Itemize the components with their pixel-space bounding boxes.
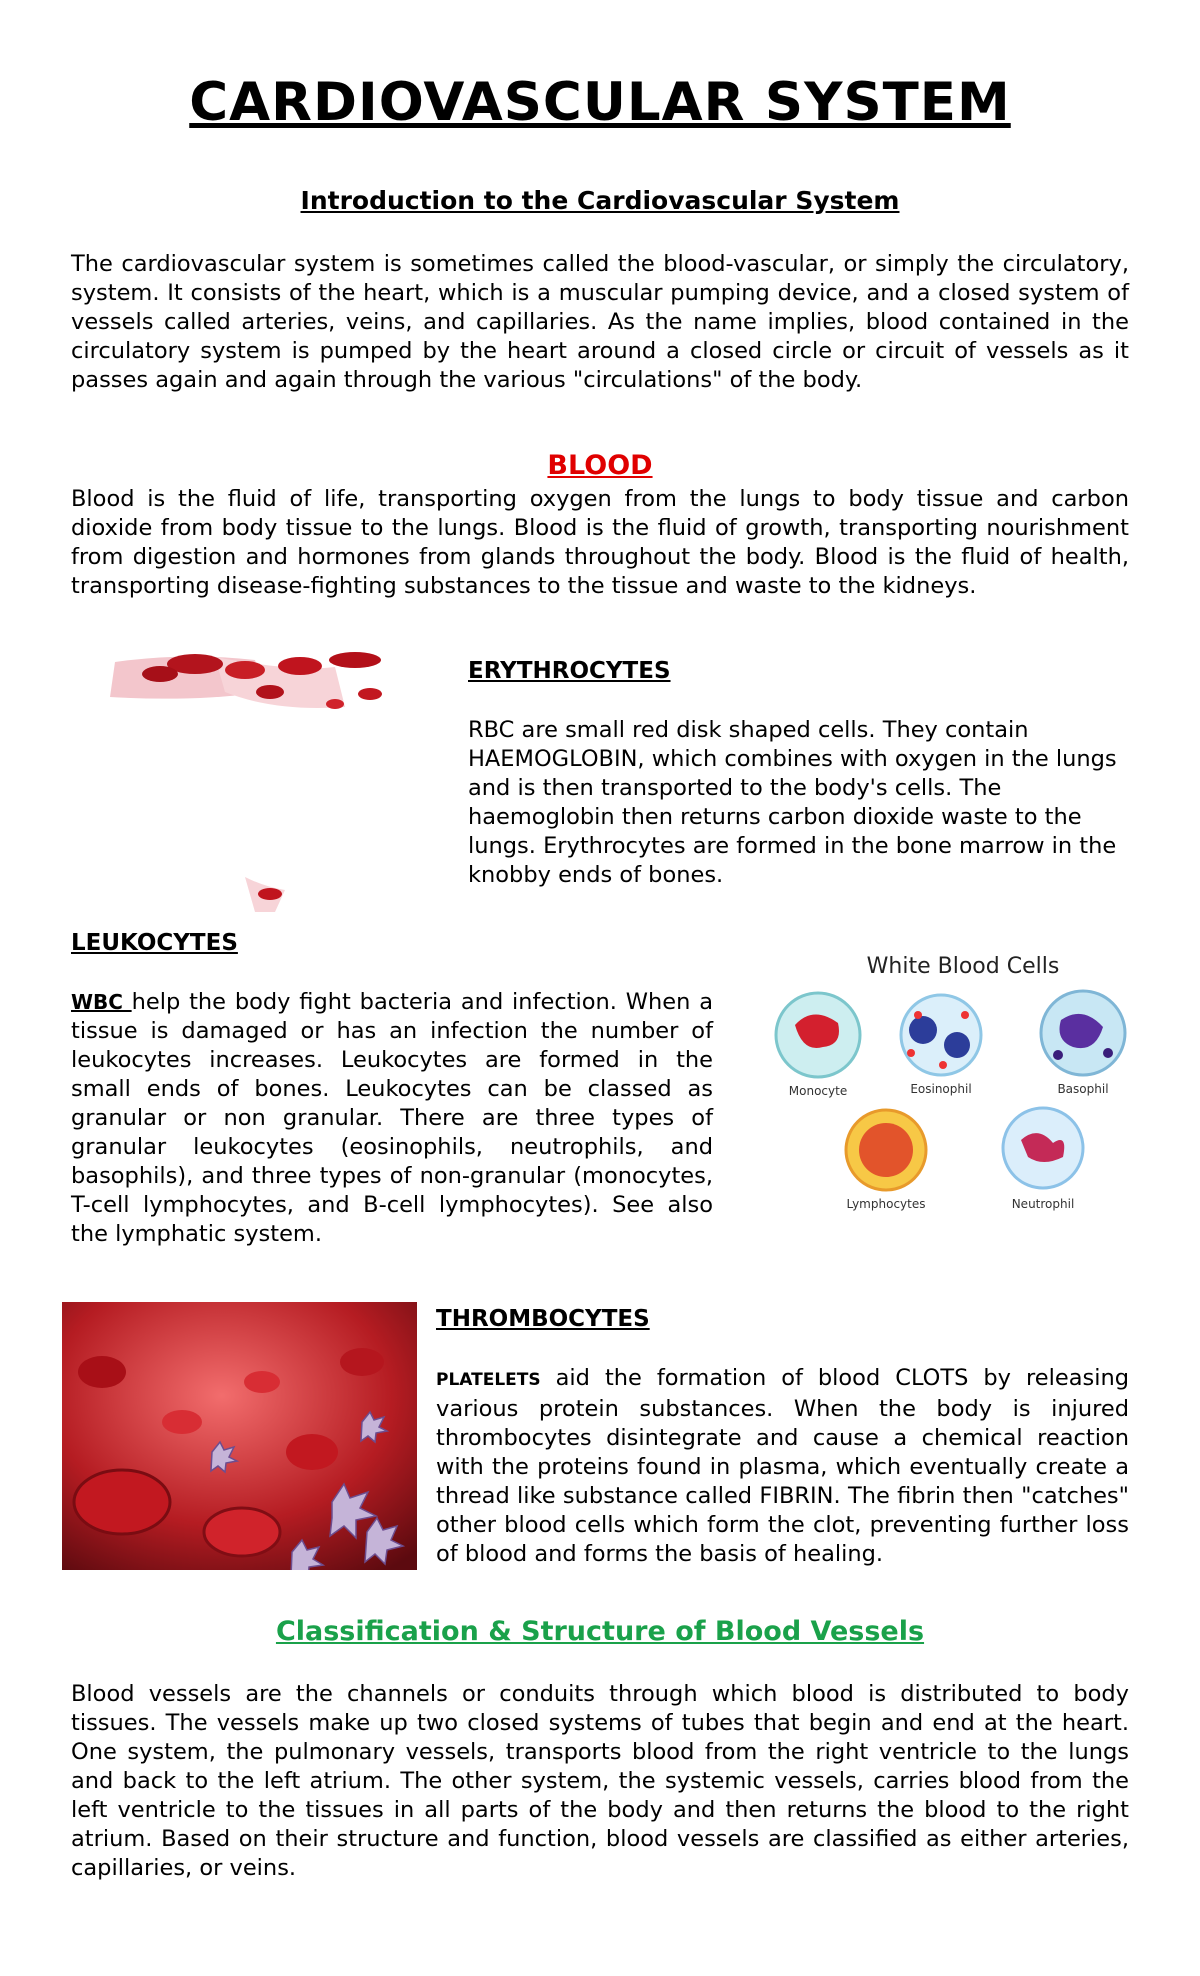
wbc-label-eosinophil: Eosinophil (910, 1082, 972, 1096)
leukocytes-paragraph (71, 988, 713, 1249)
intro-paragraph: The cardiovascular system is sometimes called the blood-vascular, or simply the circulatory, system. It consists of the heart, which is a muscular pumping device, and a closed system of vessels called arteries, veins, and capillaries. As the name implies, blood contained in the circulatory system is pumped by the heart around a closed circle or circuit of vessels as it passes again and again through the various "circulations" of the body. (71, 251, 1129, 393)
wbc-label-lymphocytes: Lymphocytes (846, 1197, 926, 1211)
wbc-figure-title: White Blood Cells (866, 954, 1060, 979)
thrombocytes-heading: THROMBOCYTES (436, 1306, 650, 1332)
wbc-label: WBC (71, 990, 132, 1014)
leukocytes-text: help the body fight bacteria and infection. When a tissue is damaged or has an infection the number of leukocytes increases. Leukocytes are formed in the small ends of bones. Leukocytes can be classed as granular or non granular. There are three types of granular leukocytes (eosinophils, neutrophils, and basophils), and three types of non-granular (monocytes, T-cell lymphocytes, and B-cell lymphocytes). See also the lymphatic system. (71, 989, 713, 1247)
intro-heading: Introduction to the Cardiovascular System (300, 186, 900, 215)
basophil-cell (1041, 991, 1125, 1075)
monocyte-cell (776, 993, 860, 1077)
thrombocytes-text: aid the formation of blood CLOTS by releasing various protein substances. When the body is injured thrombocytes disintegrate and cause a chemical reaction with the proteins found in plasma, which eventually create a thread like substance called FIBRIN. The fibrin then "catches" other blood cells which form the clot, preventing further loss of blood and forms the basis of healing. (436, 1365, 1129, 1567)
blood-paragraph: Blood is the fluid of life, transporting oxygen from the lungs to body tissue and carbon dioxide from body tissue to the lungs. Blood is the fluid of growth, transporting nourishment from digestion and hormones from glands throughout the body. Blood is the fluid of health, transporting disease-fighting substances to the tissue and waste to the kidneys. (71, 486, 1129, 599)
neutrophil-cell (1003, 1108, 1083, 1188)
thrombocytes-image (62, 1302, 417, 1570)
eosinophil-cell (901, 995, 981, 1075)
wbc-label-basophil: Basophil (1057, 1082, 1109, 1096)
wbc-label-monocyte: Monocyte (788, 1084, 848, 1098)
leukocytes-heading: LEUKOCYTES (71, 930, 238, 956)
vessels-heading: Classification & Structure of Blood Vessels (275, 1616, 925, 1647)
white-blood-cells-figure (743, 935, 1183, 1235)
erythrocytes-image (105, 652, 405, 912)
wbc-label-neutrophil: Neutrophil (1011, 1197, 1075, 1211)
thrombocytes-paragraph (436, 1364, 1129, 1569)
erythrocytes-paragraph: RBC are small red disk shaped cells. They contain HAEMOGLOBIN, which combines with oxygen in the lungs and is then transported to the body's cells. The haemoglobin then returns carbon dioxide waste to the lungs. Erythrocytes are formed in the bone marrow in the knobby ends of bones. (468, 717, 1117, 888)
blood-heading: BLOOD (547, 450, 653, 481)
platelets-label: PLATELETS (436, 1370, 541, 1390)
lymphocyte-cell (846, 1110, 926, 1190)
page-title: CARDIOVASCULAR SYSTEM (189, 72, 1011, 133)
vessels-paragraph: Blood vessels are the channels or conduits through which blood is distributed to body tissues. The vessels make up two closed systems of tubes that begin and end at the heart. One system, the pulmonary vessels, transports blood from the right ventricle to the lungs and back to the left atrium. The other system, the systemic vessels, carries blood from the left ventricle to the tissues in all parts of the body and then returns the blood to the right atrium. Based on their structure and function, blood vessels are classified as either arteries, capillaries, or veins. (71, 1681, 1129, 1881)
erythrocytes-heading: ERYTHROCYTES (468, 658, 671, 684)
